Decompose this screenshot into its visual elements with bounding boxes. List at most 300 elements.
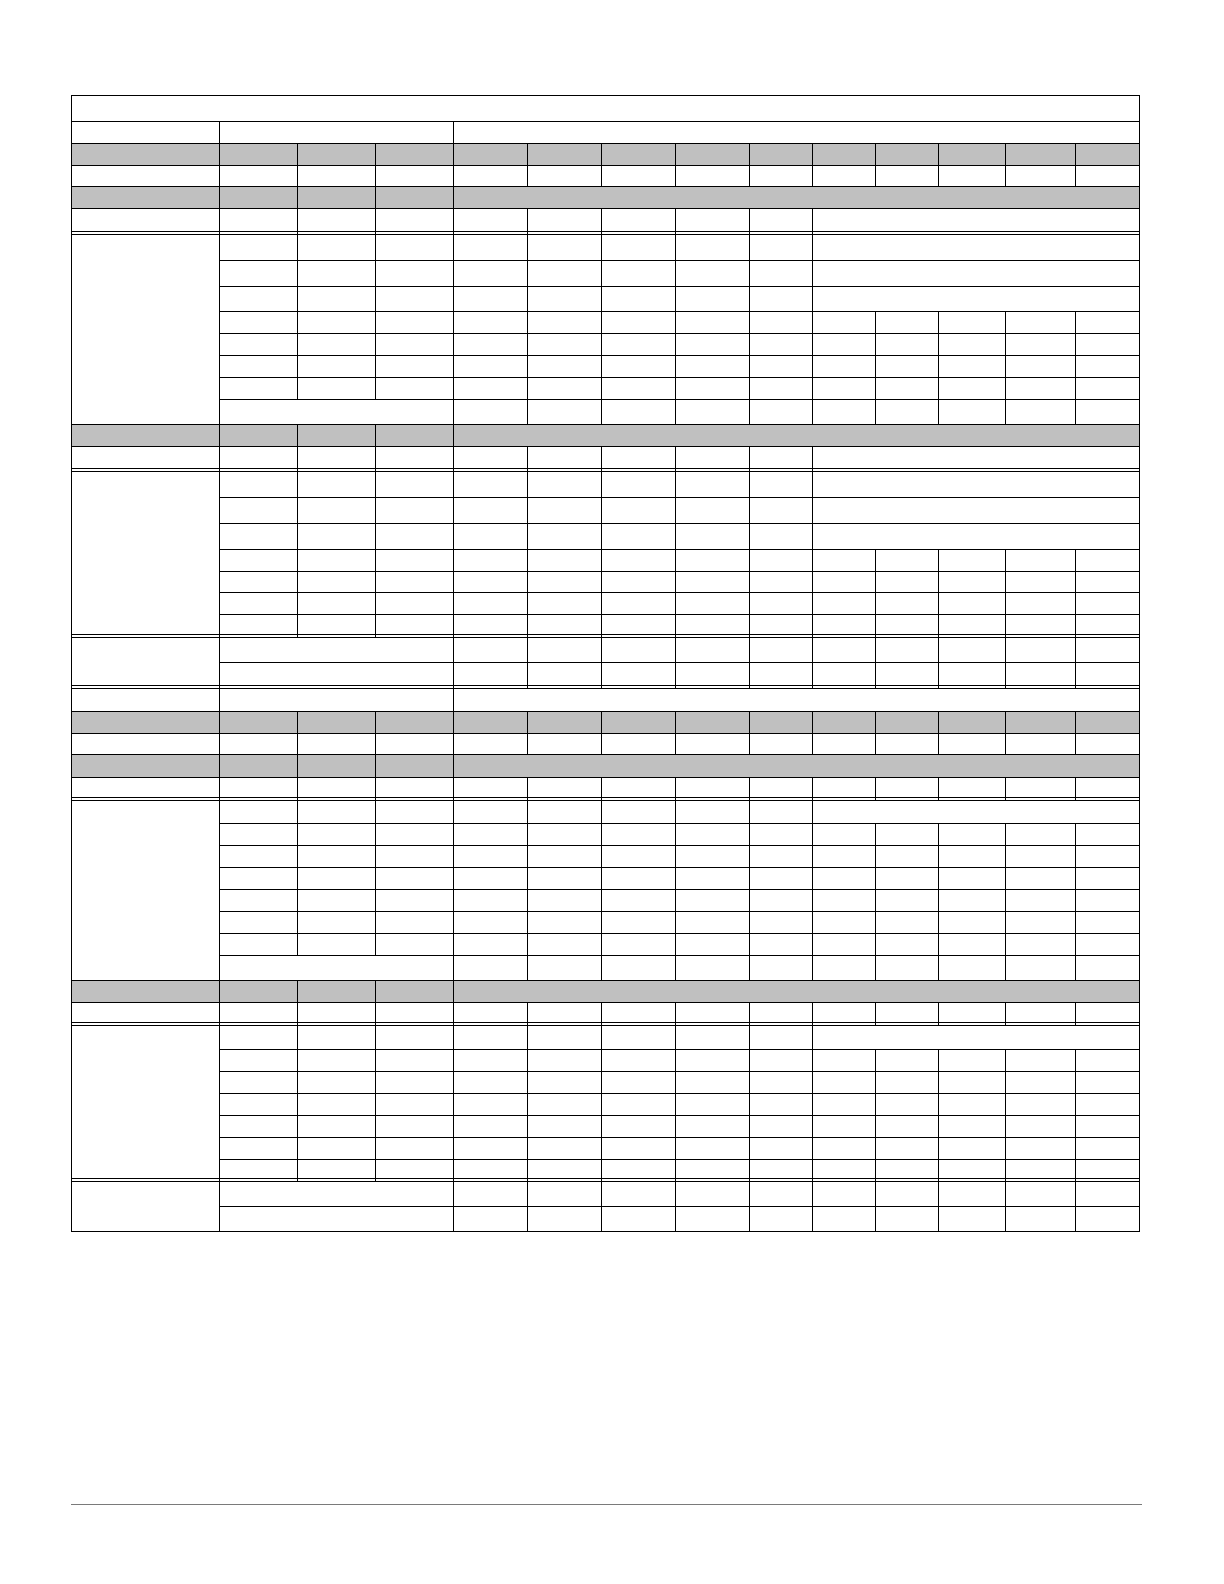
table-cell [375, 1071, 453, 1093]
table-cell [875, 1181, 938, 1206]
table-cell [812, 1181, 875, 1206]
table-cell [812, 497, 1139, 523]
table-cell [297, 286, 375, 311]
table-cell [453, 845, 527, 867]
table-cell [1075, 955, 1139, 980]
table-cell [938, 733, 1005, 754]
table-cell [453, 1093, 527, 1115]
table-cell [453, 471, 527, 497]
table-cell [297, 823, 375, 845]
table-cell [675, 571, 749, 592]
table-cell [1075, 311, 1139, 333]
table-cell [527, 1049, 601, 1071]
table-cell [875, 911, 938, 933]
table-cell [1005, 1206, 1075, 1231]
table-cell [749, 933, 812, 955]
table-cell [675, 165, 749, 186]
table-cell [875, 1206, 938, 1231]
table-cell [1005, 933, 1075, 955]
table-cell [297, 471, 375, 497]
table-cell [749, 399, 812, 424]
table-cell [812, 1071, 875, 1093]
table-cell [375, 377, 453, 399]
table-cell [749, 165, 812, 186]
table-cell [453, 311, 527, 333]
table-cell [938, 1049, 1005, 1071]
table-cell [938, 549, 1005, 571]
table-cell [601, 823, 675, 845]
table-cell [219, 1115, 297, 1137]
table-cell [812, 933, 875, 955]
table-cell [812, 234, 1139, 260]
table-cell [749, 571, 812, 592]
table-cell [219, 800, 297, 823]
table-cell [527, 1137, 601, 1159]
table-cell [527, 549, 601, 571]
table-cell [1005, 1115, 1075, 1137]
table-cell [219, 355, 297, 377]
table-cell [749, 845, 812, 867]
table-cell [1005, 377, 1075, 399]
table-cell [297, 143, 375, 165]
table-cell [812, 286, 1139, 311]
table-cell [749, 286, 812, 311]
table-cell [453, 1206, 527, 1231]
table-cell [527, 911, 601, 933]
table-cell [219, 260, 297, 286]
table-cell [601, 1049, 675, 1071]
table-cell [749, 549, 812, 571]
table-cell [71, 165, 219, 186]
table-cell [749, 523, 812, 549]
table-cell [375, 733, 453, 754]
table-cell [453, 911, 527, 933]
table-cell [675, 1071, 749, 1093]
table-cell [749, 592, 812, 614]
table-cell [219, 867, 297, 889]
table-cell [1005, 955, 1075, 980]
table-cell [875, 592, 938, 614]
table-cell [527, 711, 601, 733]
table-cell [453, 1115, 527, 1137]
table-cell [749, 1137, 812, 1159]
table-cell [297, 1137, 375, 1159]
table-cell [1005, 733, 1075, 754]
table-cell [875, 1049, 938, 1071]
table-cell [375, 754, 453, 777]
table-cell [219, 286, 297, 311]
table-cell [749, 234, 812, 260]
table-cell [453, 377, 527, 399]
table-cell [453, 955, 527, 980]
table-cell [812, 571, 875, 592]
table-cell [453, 234, 527, 260]
table-cell [219, 823, 297, 845]
table-cell [938, 955, 1005, 980]
table-cell [219, 688, 453, 711]
table-cell [601, 1206, 675, 1231]
table-cell [375, 355, 453, 377]
table-cell [453, 800, 527, 823]
table-cell [675, 1206, 749, 1231]
table-cell [527, 637, 601, 662]
table-cell [71, 733, 219, 754]
table-cell [601, 311, 675, 333]
table-cell [527, 1025, 601, 1049]
double-rule [71, 1022, 1139, 1023]
table-cell [938, 867, 1005, 889]
table-cell [675, 637, 749, 662]
table-cell [938, 143, 1005, 165]
table-cell [812, 1049, 875, 1071]
table-cell [601, 889, 675, 911]
table-cell [749, 143, 812, 165]
table-cell [812, 260, 1139, 286]
table-cell [749, 497, 812, 523]
table-cell [219, 911, 297, 933]
double-rule [71, 1178, 1139, 1179]
table-cell [675, 955, 749, 980]
table-cell [601, 1181, 675, 1206]
table-cell [71, 1181, 219, 1231]
table-cell [675, 497, 749, 523]
table-cell [219, 234, 297, 260]
table-cell [219, 523, 297, 549]
table-cell [453, 933, 527, 955]
table-cell [219, 377, 297, 399]
table-cell [219, 571, 297, 592]
table-cell [375, 933, 453, 955]
table-cell [875, 867, 938, 889]
table-cell [219, 592, 297, 614]
table-cell [1075, 1093, 1139, 1115]
table-cell [527, 592, 601, 614]
table-cell [453, 121, 1139, 143]
table-cell [375, 1137, 453, 1159]
table-cell [1075, 592, 1139, 614]
table-cell [938, 933, 1005, 955]
table-cell [375, 889, 453, 911]
table-cell [297, 497, 375, 523]
table-cell [297, 889, 375, 911]
table-cell [749, 471, 812, 497]
table-cell [675, 845, 749, 867]
double-rule [71, 797, 1139, 798]
table-cell [601, 497, 675, 523]
table-cell [297, 1093, 375, 1115]
table-cell [749, 1049, 812, 1071]
table-cell [375, 711, 453, 733]
table-cell [749, 355, 812, 377]
table-cell [875, 549, 938, 571]
table-cell [1075, 1071, 1139, 1093]
table-cell [219, 1071, 297, 1093]
table-cell [71, 234, 219, 424]
table-cell [375, 143, 453, 165]
table-cell [219, 424, 297, 446]
table-cell [219, 711, 297, 733]
table-cell [1005, 889, 1075, 911]
table-cell [527, 311, 601, 333]
table-cell [527, 1181, 601, 1206]
table-cell [812, 1137, 875, 1159]
table-cell [601, 333, 675, 355]
table-cell [749, 1181, 812, 1206]
table-cell [601, 260, 675, 286]
table-cell [675, 1115, 749, 1137]
table-cell [601, 571, 675, 592]
table-cell [1075, 355, 1139, 377]
table-right-edge [1139, 95, 1140, 1232]
table-cell [527, 955, 601, 980]
table-cell [453, 889, 527, 911]
table-cell [938, 355, 1005, 377]
table-cell [875, 143, 938, 165]
table-cell [1005, 399, 1075, 424]
table-cell [938, 889, 1005, 911]
table-cell [1005, 1137, 1075, 1159]
table-cell [812, 889, 875, 911]
table-cell [71, 637, 219, 688]
table-cell [219, 1206, 453, 1231]
table-cell [375, 980, 453, 1002]
table-cell [453, 711, 527, 733]
table-cell [453, 754, 1139, 777]
table-cell [219, 845, 297, 867]
table-cell [601, 165, 675, 186]
table-cell [938, 399, 1005, 424]
table-cell [749, 1093, 812, 1115]
table-cell [453, 286, 527, 311]
table-cell [453, 733, 527, 754]
table-cell [601, 549, 675, 571]
table-cell [1075, 845, 1139, 867]
table-cell [875, 1071, 938, 1093]
table-cell [938, 165, 1005, 186]
table-cell [527, 377, 601, 399]
table-cell [812, 1115, 875, 1137]
table-cell [675, 889, 749, 911]
table-cell [1075, 1049, 1139, 1071]
table-cell [675, 143, 749, 165]
table-cell [527, 260, 601, 286]
table-cell [675, 549, 749, 571]
table-cell [71, 95, 1139, 121]
table-cell [875, 311, 938, 333]
table-cell [749, 955, 812, 980]
table-cell [375, 592, 453, 614]
table-cell [375, 1093, 453, 1115]
table-cell [453, 867, 527, 889]
table-cell [453, 355, 527, 377]
table-cell [219, 143, 297, 165]
table-cell [375, 286, 453, 311]
table-cell [219, 1025, 297, 1049]
table-cell [601, 1137, 675, 1159]
table-cell [1005, 549, 1075, 571]
table-cell [527, 286, 601, 311]
table-cell [1075, 143, 1139, 165]
table-cell [812, 311, 875, 333]
table-cell [601, 1115, 675, 1137]
table-cell [375, 1115, 453, 1137]
table-cell [749, 377, 812, 399]
table-cell [297, 333, 375, 355]
table-cell [297, 911, 375, 933]
table-cell [601, 399, 675, 424]
table-cell [71, 143, 219, 165]
table-cell [812, 333, 875, 355]
table-cell [453, 333, 527, 355]
table-cell [938, 592, 1005, 614]
table-cell [297, 867, 375, 889]
table-cell [71, 424, 219, 446]
table-cell [219, 549, 297, 571]
table-cell [219, 889, 297, 911]
table-cell [219, 754, 297, 777]
table-cell [1075, 571, 1139, 592]
double-rule [71, 468, 1139, 469]
table-cell [601, 1071, 675, 1093]
table-cell [297, 980, 375, 1002]
table-cell [527, 733, 601, 754]
table-cell [219, 121, 453, 143]
table-cell [812, 911, 875, 933]
table-cell [601, 955, 675, 980]
table-cell [297, 711, 375, 733]
table-cell [1075, 165, 1139, 186]
table-cell [297, 186, 375, 208]
table-cell [71, 754, 219, 777]
table-cell [675, 1049, 749, 1071]
table-cell [219, 955, 453, 980]
table-cell [601, 355, 675, 377]
table-cell [601, 592, 675, 614]
table-cell [71, 688, 219, 711]
table-cell [375, 1049, 453, 1071]
table-cell [1005, 711, 1075, 733]
table-cell [527, 867, 601, 889]
table-cell [675, 1181, 749, 1206]
table-cell [527, 889, 601, 911]
table-cell [875, 955, 938, 980]
table-cell [749, 911, 812, 933]
table-cell [453, 1025, 527, 1049]
double-rule [71, 685, 1139, 686]
table-cell [527, 823, 601, 845]
table-cell [875, 333, 938, 355]
table-cell [812, 733, 875, 754]
table-cell [1005, 592, 1075, 614]
table-cell [527, 571, 601, 592]
table-cell [1005, 823, 1075, 845]
table-cell [1005, 867, 1075, 889]
table-cell [675, 355, 749, 377]
table-cell [1005, 1071, 1075, 1093]
table-cell [749, 711, 812, 733]
table-cell [812, 471, 1139, 497]
table-cell [375, 823, 453, 845]
table-cell [1075, 711, 1139, 733]
table-cell [749, 867, 812, 889]
table-cell [219, 637, 453, 662]
table-cell [527, 933, 601, 955]
table-cell [375, 800, 453, 823]
table-cell [297, 1071, 375, 1093]
table-cell [375, 260, 453, 286]
table-cell [675, 1093, 749, 1115]
table-cell [675, 800, 749, 823]
table-cell [601, 933, 675, 955]
table-cell [812, 523, 1139, 549]
table-cell [812, 1093, 875, 1115]
table-cell [219, 311, 297, 333]
table-cell [601, 286, 675, 311]
table-cell [938, 377, 1005, 399]
table-cell [812, 637, 875, 662]
table-cell [812, 143, 875, 165]
table-cell [453, 688, 1139, 711]
table-cell [875, 933, 938, 955]
table-cell [938, 311, 1005, 333]
double-rule [71, 231, 1139, 232]
table-cell [675, 234, 749, 260]
table-cell [601, 733, 675, 754]
table-cell [527, 355, 601, 377]
table-cell [527, 1071, 601, 1093]
table-cell [527, 1093, 601, 1115]
table-cell [453, 424, 1139, 446]
table-cell [375, 571, 453, 592]
table-cell [875, 637, 938, 662]
table-cell [675, 867, 749, 889]
table-cell [219, 333, 297, 355]
table-cell [601, 711, 675, 733]
table-cell [675, 471, 749, 497]
table-cell [749, 311, 812, 333]
table-cell [453, 571, 527, 592]
table-cell [219, 497, 297, 523]
table-cell [675, 933, 749, 955]
table-cell [938, 1071, 1005, 1093]
table-cell [297, 733, 375, 754]
table-cell [71, 800, 219, 980]
table-cell [527, 497, 601, 523]
table-cell [375, 333, 453, 355]
table-cell [375, 311, 453, 333]
table-cell [527, 399, 601, 424]
table-cell [812, 867, 875, 889]
table-cell [1075, 399, 1139, 424]
table-cell [812, 377, 875, 399]
table-cell [812, 845, 875, 867]
table-cell [1005, 1093, 1075, 1115]
table-cell [297, 165, 375, 186]
table-cell [453, 549, 527, 571]
table-cell [1075, 333, 1139, 355]
table-cell [71, 471, 219, 637]
table-cell [875, 571, 938, 592]
table-cell [219, 471, 297, 497]
table-cell [453, 1137, 527, 1159]
table-cell [1005, 165, 1075, 186]
table-cell [1075, 867, 1139, 889]
table-cell [1005, 311, 1075, 333]
table-cell [601, 867, 675, 889]
table-cell [1075, 377, 1139, 399]
table-cell [453, 260, 527, 286]
table-cell [527, 143, 601, 165]
